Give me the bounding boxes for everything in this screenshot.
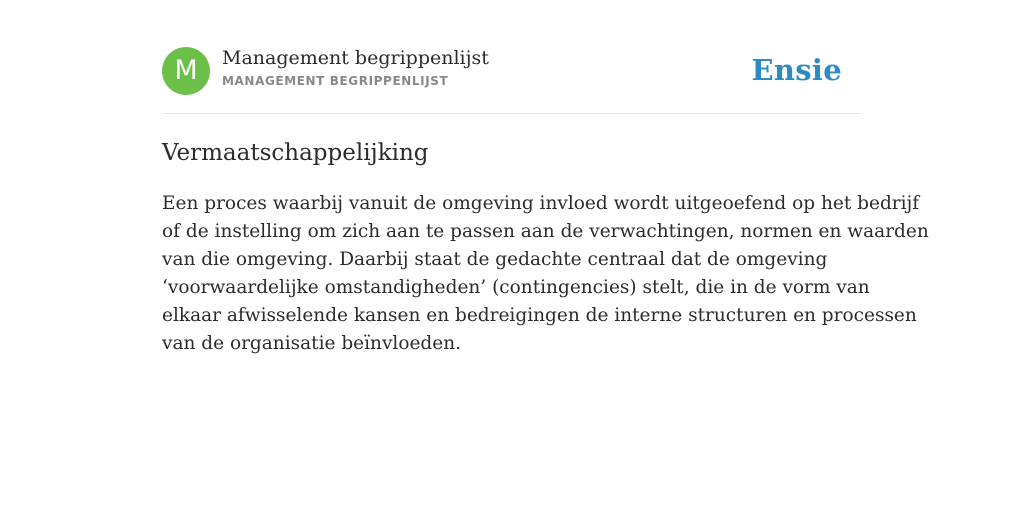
entry-card <box>162 46 929 354</box>
entry-definition <box>162 190 929 358</box>
list-avatar[interactable]: M <box>162 47 210 95</box>
definition-line: elkaar afwisselende kansen en bedreigingen de interne structuren en processen <box>162 305 917 326</box>
definition-line: of de instelling om zich aan te passen aan de verwachtingen, normen en waarden <box>162 221 929 242</box>
ensie-logo[interactable]: Ensie <box>751 53 842 87</box>
entry-header <box>162 46 862 96</box>
list-title[interactable]: Management begrippenlijst <box>222 47 489 69</box>
list-subtitle: MANAGEMENT BEGRIPPENLIJST <box>222 74 449 88</box>
entry-term: Vermaatschappelijking <box>162 140 429 166</box>
definition-line: Een proces waarbij vanuit de omgeving invloed wordt uitgeoefend op het bedrijf <box>162 193 920 214</box>
list-titles <box>222 46 489 89</box>
definition-line: van de organisatie beïnvloeden. <box>162 333 461 354</box>
definition-line: ‘voorwaardelijke omstandigheden’ (contingencies) stelt, die in de vorm van <box>162 277 870 298</box>
definition-line: van die omgeving. Daarbij staat de gedachte centraal dat de omgeving <box>162 249 828 270</box>
header-divider <box>162 113 862 114</box>
